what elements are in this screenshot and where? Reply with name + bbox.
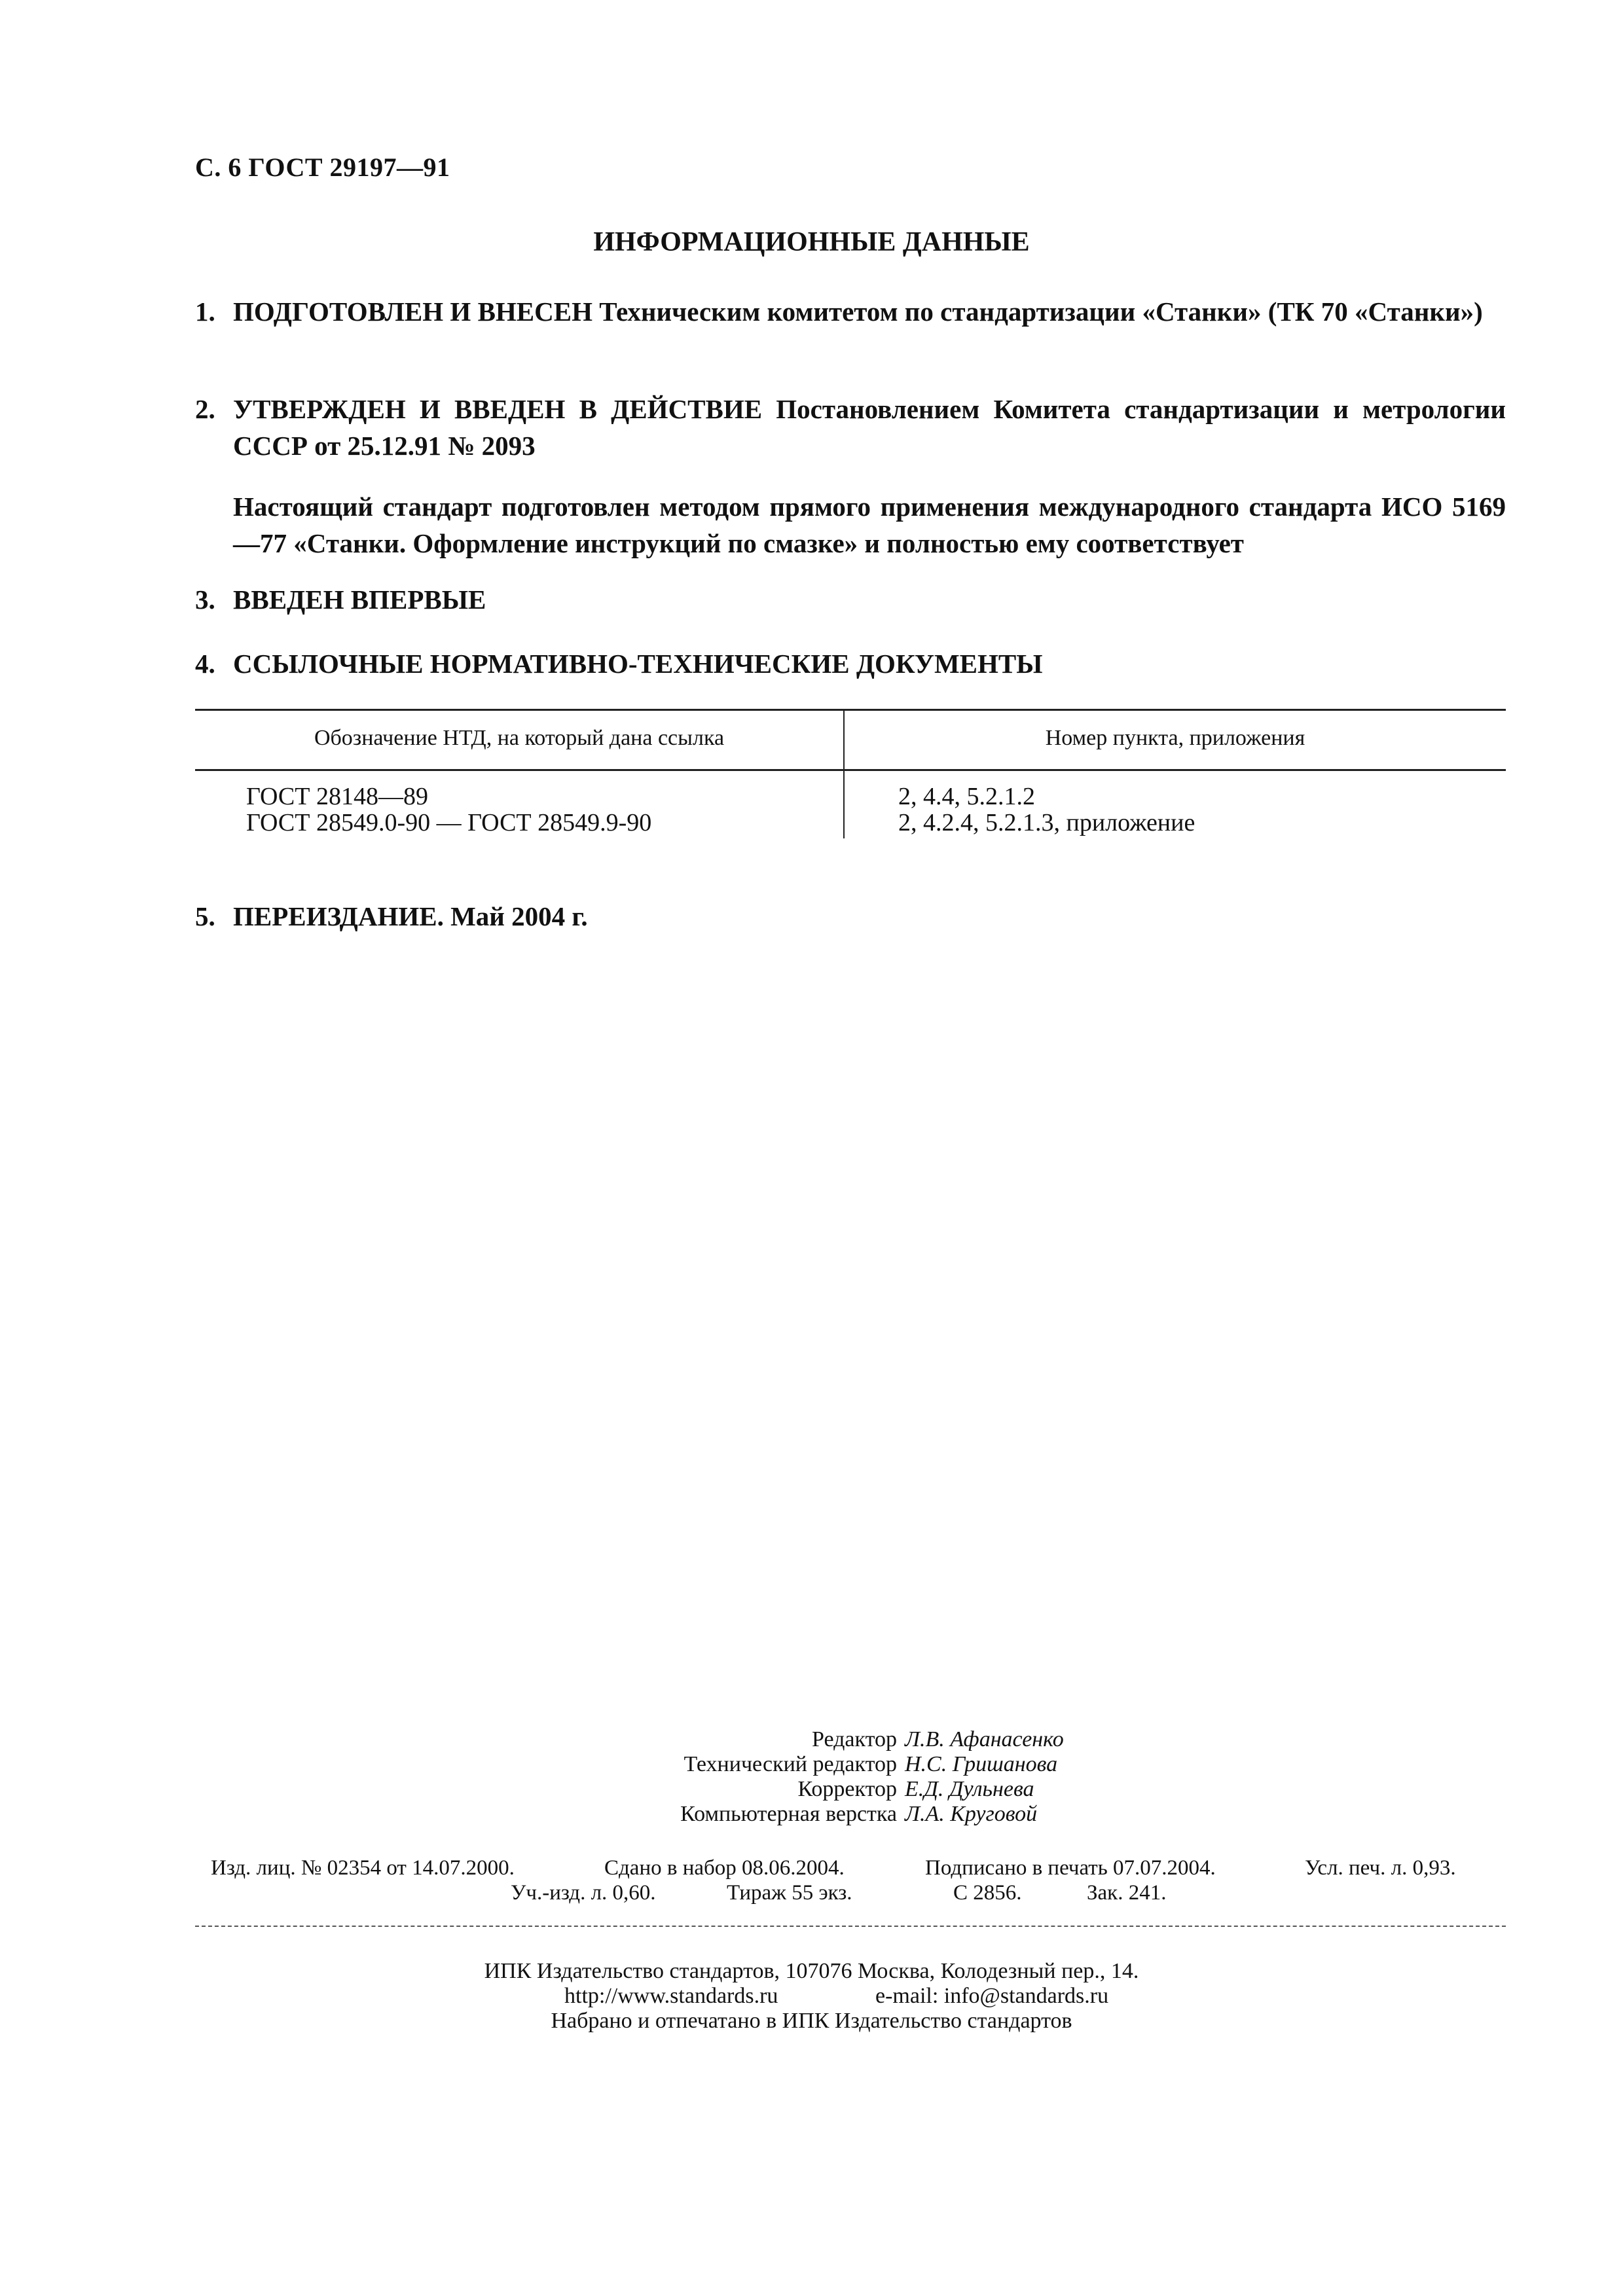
credit-name: Н.С. Гришанова <box>905 1752 1058 1776</box>
imprint-publisher-sheets: Уч.-изд. л. 0,60. <box>511 1881 656 1905</box>
publisher-email: e-mail: info@standards.ru <box>875 1984 1109 2008</box>
info-item-2 <box>195 391 1506 464</box>
credit-name: Е.Д. Дульнева <box>905 1777 1034 1801</box>
table-cell-designation: ГОСТ 28549.0-90 — ГОСТ 28549.9-90 <box>246 809 652 836</box>
publisher-printed-by: Набрано и отпечатано в ИПК Издательство стандартов <box>551 2009 1072 2033</box>
page-header: С. 6 ГОСТ 29197—91 <box>195 152 450 182</box>
imprint-print-date: Подписано в печать 07.07.2004. <box>925 1856 1216 1880</box>
item-text: ССЫЛОЧНЫЕ НОРМАТИВНО-ТЕХНИЧЕСКИЕ ДОКУМЕНТЫ <box>233 649 1043 679</box>
reference-table <box>195 709 1506 838</box>
credit-line <box>0 1727 1623 1752</box>
item-number: 5. <box>195 901 215 931</box>
imprint-separator <box>195 1926 1506 1927</box>
credit-line <box>0 1802 1623 1827</box>
document-title: ИНФОРМАЦИОННЫЕ ДАННЫЕ <box>593 227 1030 257</box>
imprint-typeset-date: Сдано в набор 08.06.2004. <box>604 1856 845 1880</box>
item-number: 2. <box>195 394 215 424</box>
item-text: УТВЕРЖДЕН И ВВЕДЕН В ДЕЙСТВИЕ Постановлением Комитета стандартизации и метрологии СССР от 25.12.91 № 2093 <box>233 394 1506 461</box>
credit-role: Компьютерная верстка <box>680 1802 897 1826</box>
table-cell-clause: 2, 4.4, 5.2.1.2 <box>898 783 1035 810</box>
table-header-rule <box>195 769 1506 771</box>
info-item-1 <box>195 293 1506 330</box>
credit-role: Корректор <box>797 1777 897 1801</box>
standard-note: Настоящий стандарт подготовлен методом прямого применения международного стандарта ИСО 5169—77 «Станки. Оформление инструкций по смазке» и полностью ему соответствует <box>233 492 1506 558</box>
table-top-rule <box>195 709 1506 711</box>
imprint-order: Зак. 241. <box>1087 1881 1167 1905</box>
credit-line <box>0 1752 1623 1777</box>
credit-line <box>0 1777 1623 1802</box>
item-text: ПОДГОТОВЛЕН И ВНЕСЕН Техническим комитетом по стандартизации «Станки» (ТК 70 «Станки») <box>233 296 1483 327</box>
credit-role: Технический редактор <box>684 1752 897 1776</box>
publisher-address: ИПК Издательство стандартов, 107076 Москва, Колодезный пер., 14. <box>484 1959 1139 1983</box>
item-text: ВВЕДЕН ВПЕРВЫЕ <box>233 584 486 615</box>
imprint-c-number: С 2856. <box>953 1881 1022 1905</box>
info-item-3 <box>195 581 1506 618</box>
item-number: 3. <box>195 584 215 615</box>
editorial-credits <box>0 1727 1623 1827</box>
credit-role: Редактор <box>812 1727 897 1751</box>
table-cell-clause: 2, 4.2.4, 5.2.1.3, приложение <box>898 809 1195 836</box>
table-header-designation: Обозначение НТД, на который дана ссылка <box>314 726 725 750</box>
table-header-clause: Номер пункта, приложения <box>1045 726 1305 750</box>
info-item-4 <box>195 645 1506 682</box>
imprint-circulation: Тираж 55 экз. <box>727 1881 852 1905</box>
item-number: 1. <box>195 296 215 327</box>
publisher-website: http://www.standards.ru <box>564 1984 778 2008</box>
table-cell-designation: ГОСТ 28148—89 <box>246 783 428 810</box>
credit-name: Л.В. Афанасенко <box>905 1727 1064 1751</box>
imprint-print-sheets: Усл. печ. л. 0,93. <box>1305 1856 1456 1880</box>
item-number: 4. <box>195 649 215 679</box>
item-text: ПЕРЕИЗДАНИЕ. Май 2004 г. <box>233 901 588 931</box>
imprint-license: Изд. лиц. № 02354 от 14.07.2000. <box>211 1856 515 1880</box>
info-item-5 <box>195 898 1506 935</box>
credit-name: Л.А. Круговой <box>905 1802 1038 1826</box>
